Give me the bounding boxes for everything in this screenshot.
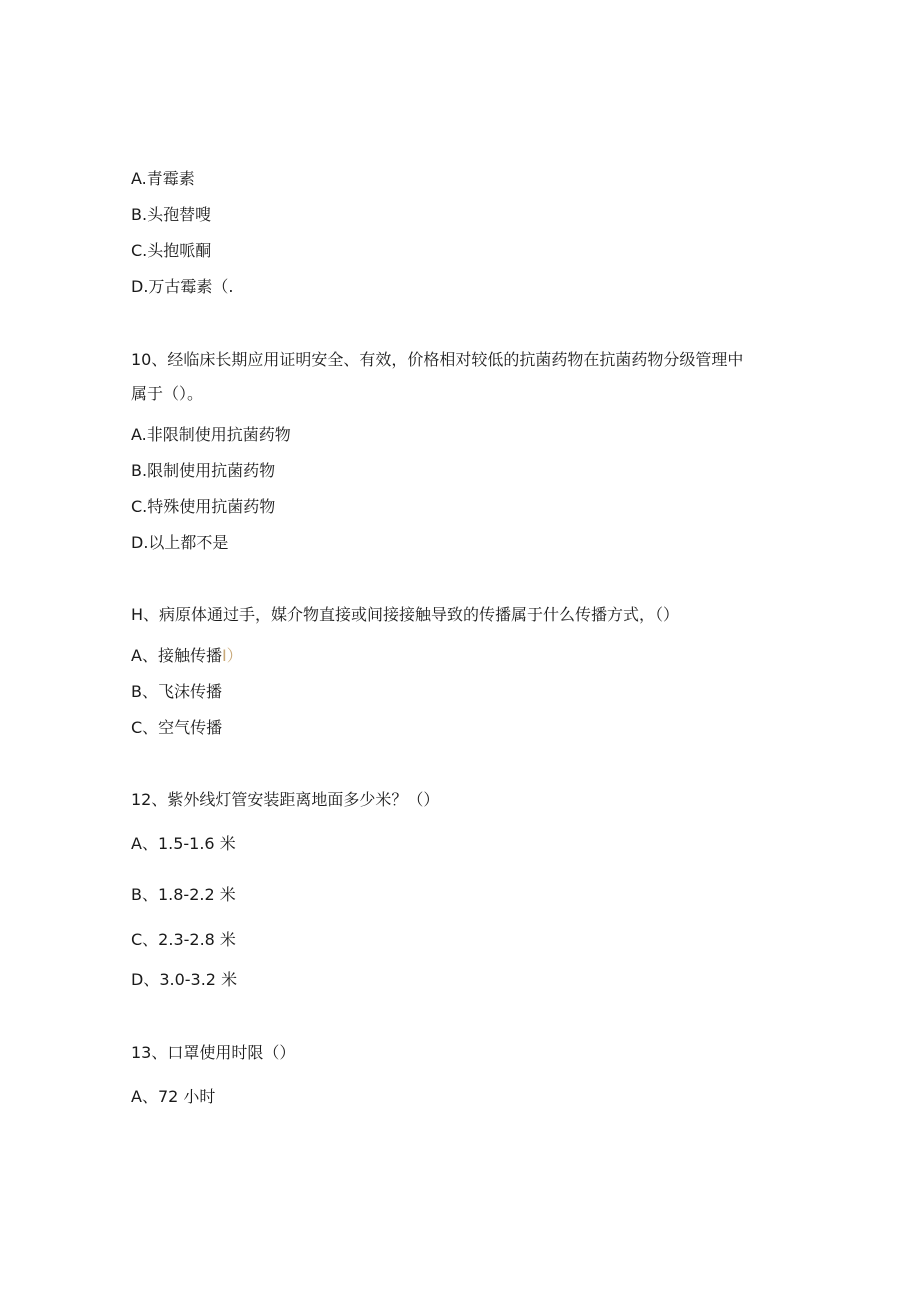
- q11-option-b: B、飞沫传播: [131, 682, 222, 701]
- q13-option-a: A、72 小时: [131, 1087, 216, 1106]
- q11-option-c: C、空气传播: [131, 718, 223, 737]
- q9-option-c: C.头抱哌酮: [131, 241, 212, 260]
- q9-option-d: D.万古霉素（.: [131, 277, 234, 296]
- q13-stem: 13、口罩使用时限（）: [131, 1043, 296, 1062]
- q10-option-c: C.特殊使用抗菌药物: [131, 497, 276, 516]
- q10-stem-line1: 10、经临床长期应用证明安全、有效，价格相对较低的抗菌药物在抗菌药物分级管理中: [131, 350, 744, 369]
- q12-option-d: D、3.0-3.2 米: [131, 970, 238, 989]
- q11-option-a-text: A、接触传播: [131, 646, 222, 665]
- q12-option-b: B、1.8-2.2 米: [131, 885, 236, 904]
- q10-option-a: A.非限制使用抗菌药物: [131, 425, 291, 444]
- q9-option-b: B.头孢替嗖: [131, 205, 212, 224]
- q10-option-d: D.以上都不是: [131, 533, 229, 552]
- q10-stem-line2: 属于（）。: [131, 384, 204, 403]
- q10-option-b: B.限制使用抗菌药物: [131, 461, 276, 480]
- q11-stem: H、病原体通过手，媒介物直接或间接接触导致的传播属于什么传播方式，（）: [131, 605, 680, 624]
- q12-stem: 12、紫外线灯管安装距离地面多少米？（）: [131, 790, 440, 809]
- q9-option-a: A.青霉素: [131, 169, 195, 188]
- q12-option-c: C、2.3-2.8 米: [131, 930, 236, 949]
- q12-option-a: A、1.5-1.6 米: [131, 834, 236, 853]
- q11-option-a: [131, 646, 243, 666]
- q11-option-a-mark: I）: [221, 646, 243, 665]
